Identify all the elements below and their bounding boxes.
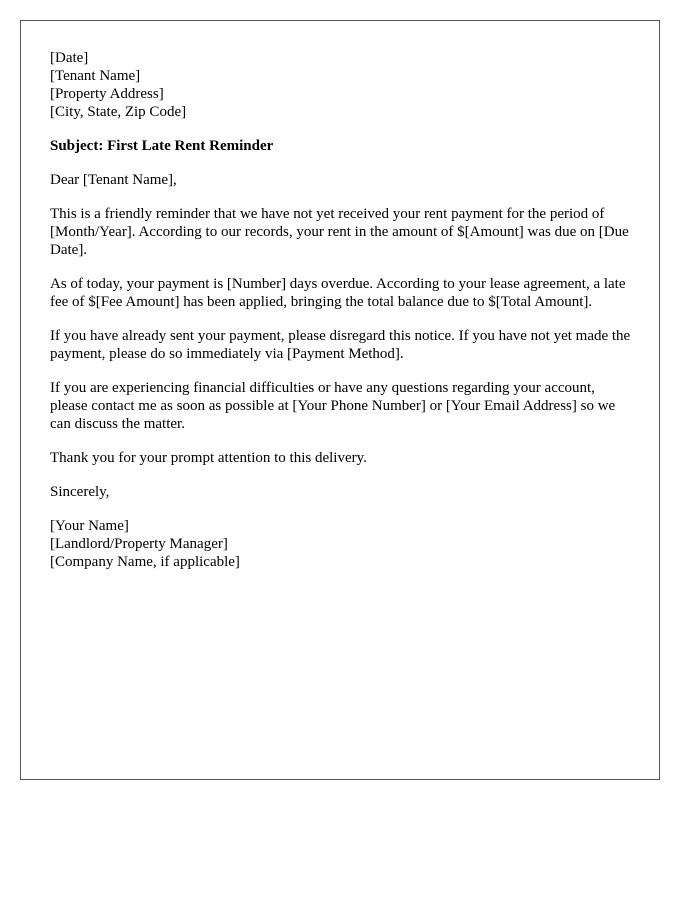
tenant-name-line: [Tenant Name] <box>50 68 141 84</box>
paragraph-contact-info: If you are experiencing financial difficulties or have any questions regarding your account, please contact me as soon as possible at [Your Phone Number] or [Your Email Address] so we can discuss the matter. <box>50 380 616 432</box>
signer-title: [Landlord/Property Manager] <box>50 536 228 552</box>
city-state-zip-line: [City, State, Zip Code] <box>50 104 187 120</box>
subject-line: Subject: First Late Rent Reminder <box>50 138 274 154</box>
signer-name: [Your Name] <box>50 518 129 534</box>
property-address-line: [Property Address] <box>50 86 164 102</box>
salutation: Dear [Tenant Name], <box>50 172 177 188</box>
signature-block <box>50 517 634 571</box>
letter-page <box>20 20 660 780</box>
paragraph-disregard-notice: If you have already sent your payment, please disregard this notice. If you have not yet made the payment, please do so immediately via [Payment Method]. <box>50 328 631 362</box>
paragraph-payment-not-received: This is a friendly reminder that we have not yet received your rent payment for the period of [Month/Year]. According to our records, your rent in the amount of $[Amount] was due on [Due Date]. <box>50 206 629 258</box>
closing: Sincerely, <box>50 484 110 500</box>
signer-company: [Company Name, if applicable] <box>50 554 240 570</box>
letter-body <box>50 49 634 571</box>
paragraph-days-overdue: As of today, your payment is [Number] days overdue. According to your lease agreement, a late fee of $[Fee Amount] has been applied, bringing the total balance due to $[Total Amount]. <box>50 276 626 310</box>
recipient-address-block <box>50 49 634 121</box>
date-line: [Date] <box>50 50 89 66</box>
paragraph-thank-you: Thank you for your prompt attention to this delivery. <box>50 450 367 466</box>
